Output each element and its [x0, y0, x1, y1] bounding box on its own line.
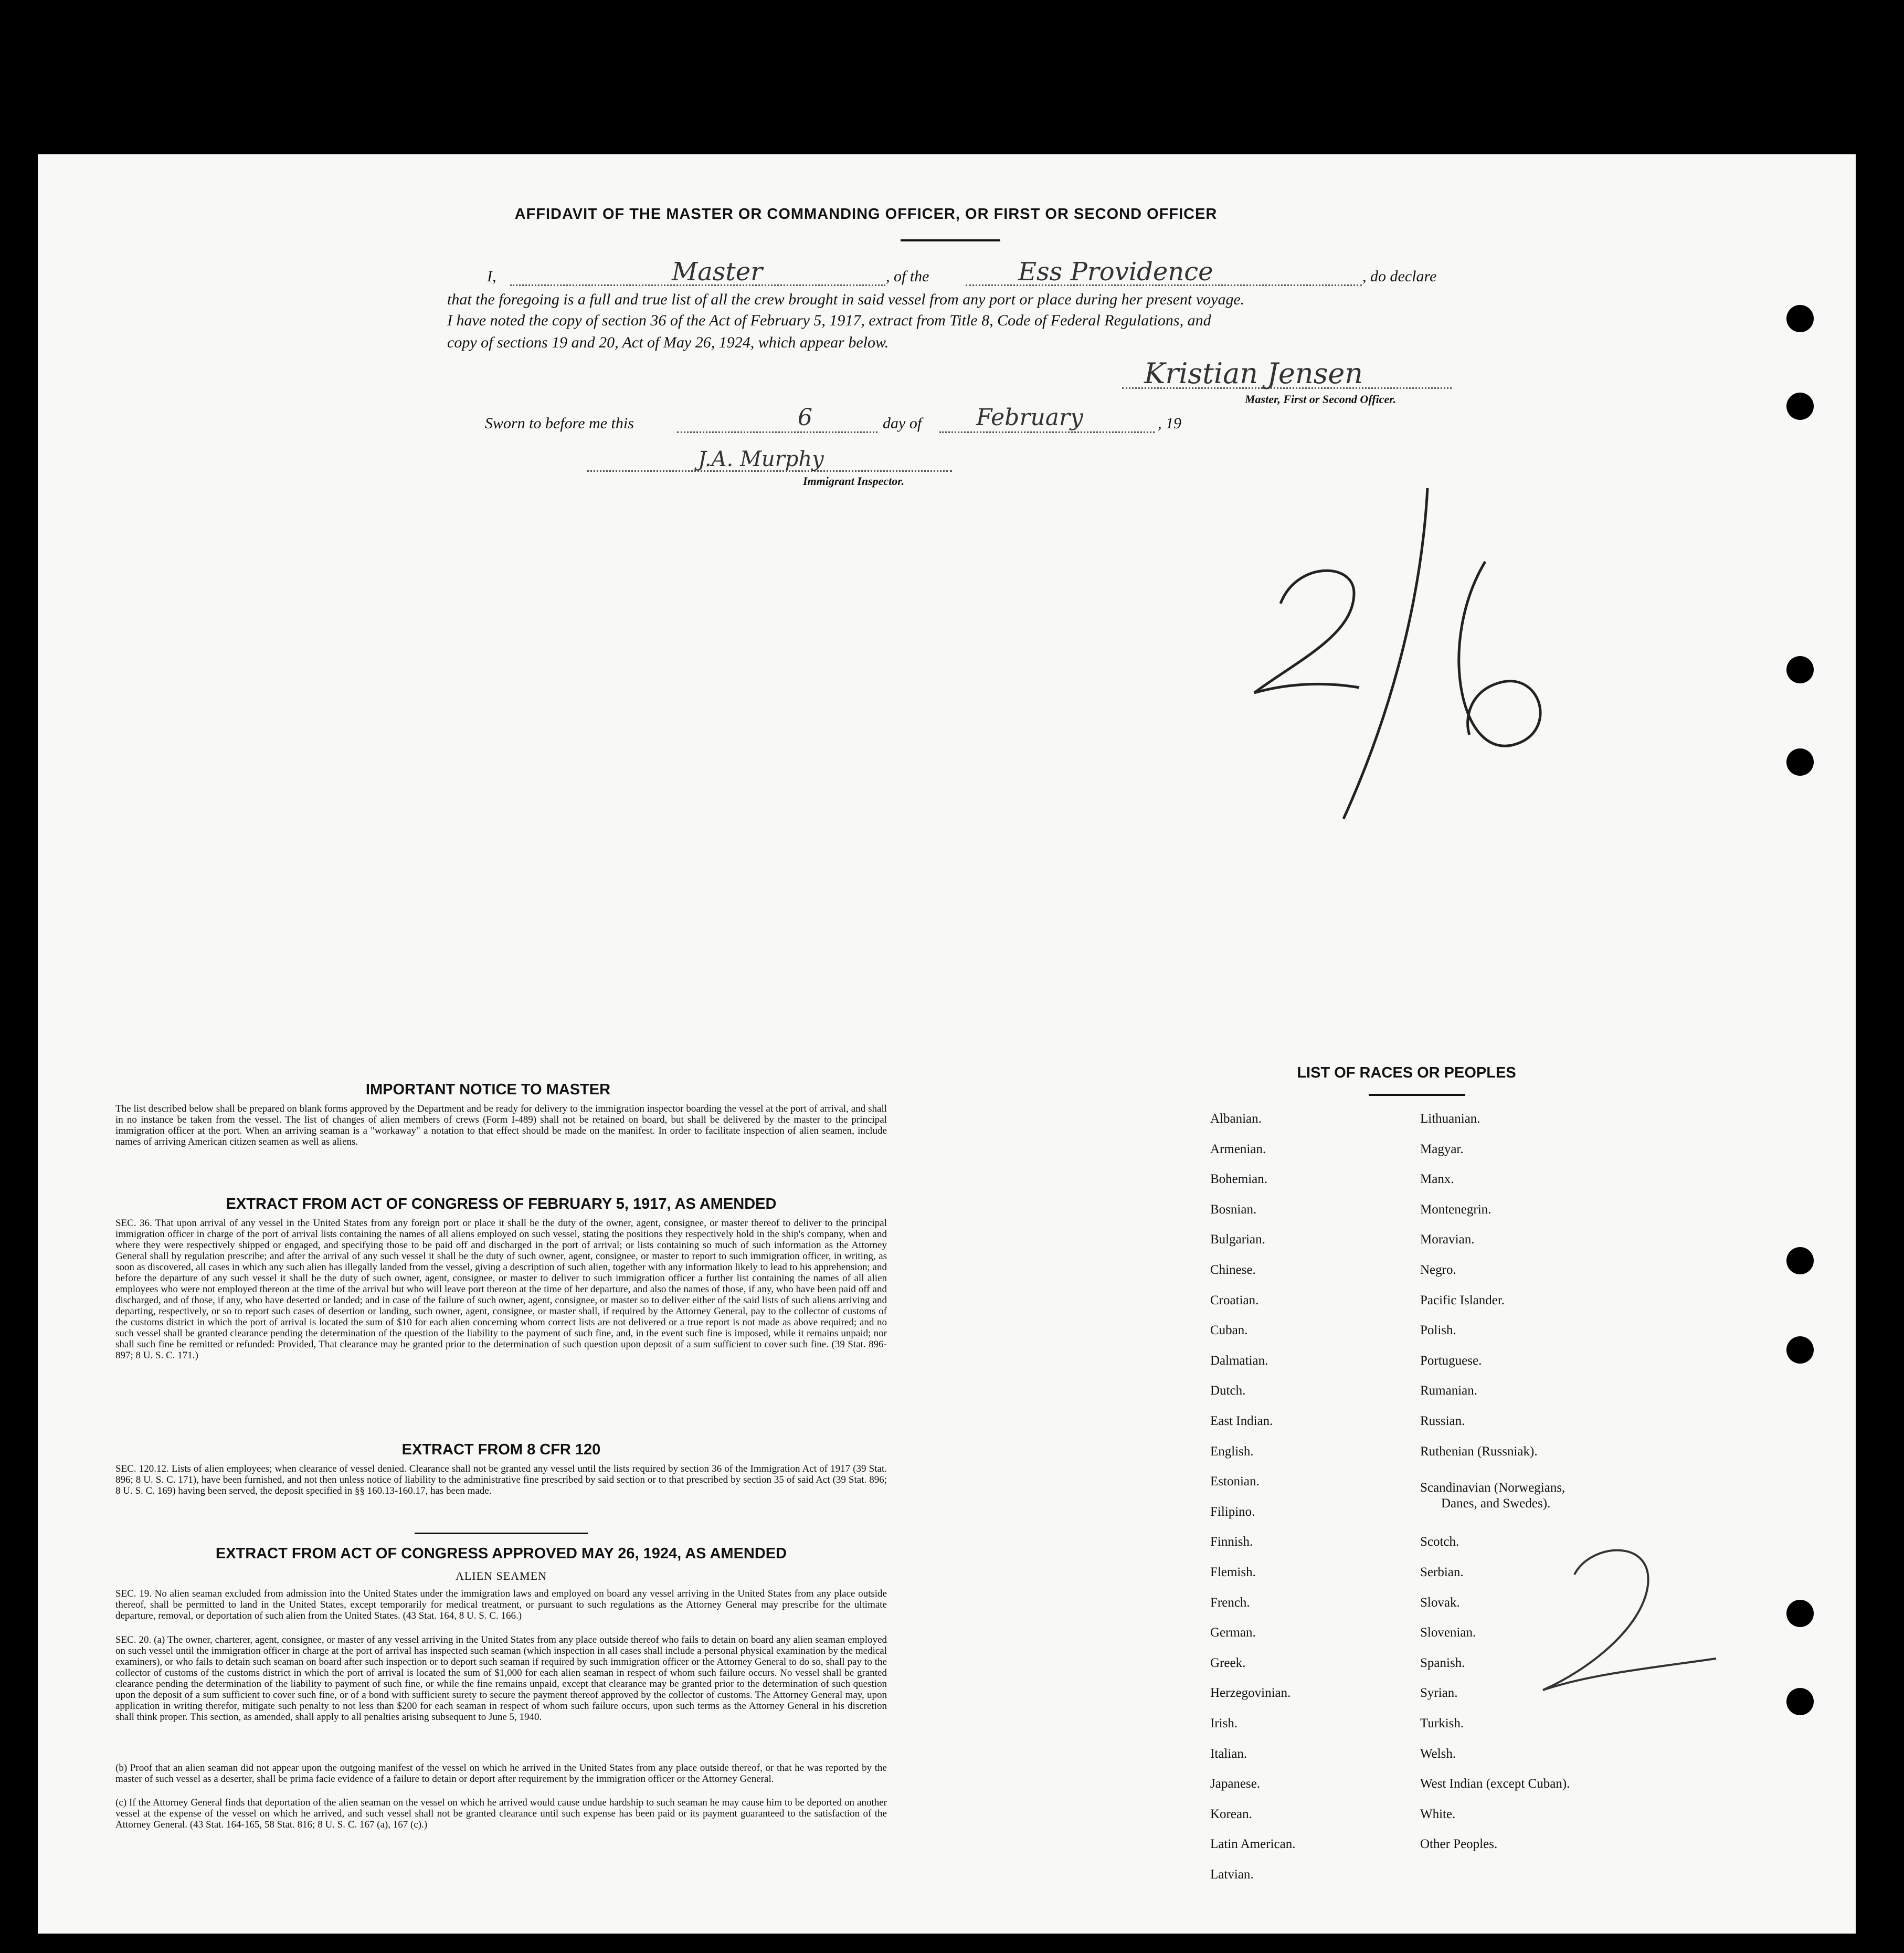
race-item: Latvian. — [1210, 1867, 1254, 1882]
affidavit-i: I, — [487, 268, 496, 285]
handwritten-numeral-text — [1574, 1627, 1575, 1628]
race-item: Armenian. — [1210, 1142, 1266, 1156]
affidavit-of-the: , of the — [886, 268, 929, 285]
extract-1924-sec20b: (b) Proof that an alien seaman did not appear upon the outgoing manifest of the vessel on which he arrived in the United States from any place outside thereof, or that he was reported by the master of such vessel as a deserter, shall be prima facie evidence of a failure to detain or deport after requirement by the immigration officer or the Attorney General. — [115, 1762, 887, 1785]
extract-1917-body: SEC. 36. That upon arrival of any vessel in the United States from any foreign port or place it shall be the duty of the owner, agent, consignee, or master thereof to deliver to the principal immigration officer in charge of the port of arrival lists containing the names of all aliens employed on such vessel, stating the positions they respectively hold in the ship's company, when and where they were respectively shipped or engaged, and specifying those to be paid off and discharged in the port of arrival; or lists containing so much of such information as the Attorney General shall by regulation prescribe; and after the arrival of any such vessel it shall be the duty of such owner, agent, consignee, or master to report to such immigration officer, in writing, as soon as discovered, all cases in which any such alien has illegally landed from the vessel, giving a description of such alien, together with any information likely to lead to his apprehension; and before the departure of any such vessel it shall be the duty of such owner, agent, consignee, or master to deliver to such immigration officer a further list containing the names of all alien employees who were not employed thereon at the time of the arrival but who will leave port thereon at the time of her departure, and also the names of those, if any, who have been paid off and discharged, and of those, if any, who have deserted or landed; and in case of the failure of such owner, agent, consignee, or master so to deliver either of the said lists of such aliens arriving and departing, respectively, or so to report such cases of desertion or landing, such owner, agent, consignee, or master shall, if required by the Attorney General, pay to the collector of customs of the customs district in which the port of arrival is located the sum of $10 for each alien concerning whom correct lists are not delivered or a true report is not made as above required; and no such vessel shall be granted clearance pending the determination of the question of the liability to the payment of such fine, and, in the event such fine is imposed, while it remains unpaid; nor shall such fine be remitted or refunded: Provided, That clearance may be granted prior to the determination of such question upon deposit of a sum sufficient to cover such fine. (39 Stat. 896-897; 8 U. S. C. 171.) — [115, 1218, 887, 1361]
sworn-year: , 19 — [1158, 415, 1181, 432]
notice-title: IMPORTANT NOTICE TO MASTER — [365, 1081, 611, 1098]
extract-8cfr-title: EXTRACT FROM 8 CFR 120 — [401, 1441, 601, 1458]
extract-1924-sec20a: SEC. 20. (a) The owner, charterer, agent, consignee, or master of any vessel arriving in the United States from any place outside thereof who fails to detain on board any alien seaman employed on such vessel until the immigration officer in charge at the port of arrival has inspected such seaman (which inspection in all cases shall include a personal physical examination by the medical examiners), or who fails to detain such seaman on board after such inspection or to deport such seaman if required by such immigration officer or the Attorney General to do so, shall pay to the collector of customs of the customs district in which the port of arrival is located the sum of $1,000 for each alien seaman in respect of whom such failure occurs. No vessel shall be granted clearance pending the determination of the liability to payment of such fine, or while the fine remains unpaid, except that clearance may be granted prior to the determination of such question upon the deposit of a sum sufficient to cover such fine, or of a bond with sufficient surety to secure the payment thereof approved by the collector of customs. The Attorney General may, upon application in writing therefor, mitigate such penalty to not less than $200 for each seaman in respect of whom such failure occurs, upon such terms as the Attorney General in his discretion shall think proper. This section, as amended, shall apply to all penalties arising subsequent to June 5, 1940. — [115, 1634, 887, 1723]
punch-hole-7 — [1786, 1600, 1814, 1627]
races-title: LIST OF RACES OR PEOPLES — [1297, 1064, 1516, 1081]
sworn-month-handwritten: February — [976, 404, 1083, 431]
handwritten-fraction-2-6 — [1239, 483, 1574, 850]
race-item: White. — [1420, 1807, 1456, 1821]
race-item: Russian. — [1420, 1414, 1465, 1428]
race-item: Scotch. — [1420, 1535, 1459, 1549]
affidavit-do-declare: , do declare — [1362, 268, 1437, 285]
race-item: Magyar. — [1420, 1142, 1464, 1156]
race-item: Ruthenian (Russniak). — [1420, 1444, 1538, 1459]
punch-hole-6 — [1786, 1336, 1814, 1364]
race-item: English. — [1210, 1444, 1254, 1459]
punch-hole-1 — [1786, 305, 1814, 332]
sworn-day-handwritten: 6 — [798, 404, 812, 431]
race-item: Negro. — [1420, 1263, 1456, 1277]
race-item: Irish. — [1210, 1716, 1238, 1730]
race-item: Finnish. — [1210, 1535, 1253, 1549]
vessel-name-handwritten: Ess Providence — [1018, 257, 1213, 287]
race-item: German. — [1210, 1625, 1256, 1640]
race-item-scandinavian-1: Scandinavian (Norwegians, — [1420, 1481, 1565, 1495]
extract-1924-sec20c: (c) If the Attorney General finds that deportation of the alien seaman on the vessel on which he arrived would cause undue hardship to such seaman he may cause him to be deported on another vessel at the expense of the vessel on which he arrived, and such vessel shall not be granted clearance until such expense has been paid or its payment guaranteed to the satisfaction of the Attorney General. (43 Stat. 164-165, 58 Stat. 816; 8 U. S. C. 167 (a), 167 (c).) — [115, 1797, 887, 1830]
punch-hole-2 — [1786, 393, 1814, 420]
race-item: East Indian. — [1210, 1414, 1273, 1428]
handwritten-numeral-2 — [1511, 1533, 1721, 1701]
race-item: Rumanian. — [1420, 1384, 1478, 1398]
race-item: Albanian. — [1210, 1112, 1262, 1126]
affidavit-line-3: I have noted the copy of section 36 of the Act of February 5, 1917, extract from Title 8, Code of Federal Regulations, and — [447, 312, 1211, 329]
race-item: Greek. — [1210, 1655, 1246, 1670]
race-item: Estonian. — [1210, 1474, 1260, 1489]
affidavit-title-rule — [901, 239, 1000, 241]
race-item: Other Peoples. — [1420, 1837, 1498, 1852]
race-item: Slovenian. — [1420, 1625, 1476, 1640]
race-item: French. — [1210, 1595, 1250, 1610]
race-item: Dutch. — [1210, 1384, 1246, 1398]
race-item: West Indian (except Cuban). — [1420, 1777, 1570, 1791]
extract-1924-sec19: SEC. 19. No alien seaman excluded from admission into the United States under the immigration laws and employed on board any vessel arriving in the United States from any place outside thereof, shall be permitted to land in the United States, except temporarily for medical treatment, or pursuant to such regulations as the Attorney General may prescribe for the ultimate departure, removal, or deportation of such alien from the United States. (43 Stat. 164, 8 U. S. C. 166.) — [115, 1588, 887, 1621]
races-title-rule — [1369, 1094, 1465, 1096]
race-item: Syrian. — [1420, 1686, 1458, 1701]
race-item: Slovak. — [1420, 1595, 1460, 1610]
punch-hole-5 — [1786, 1247, 1814, 1274]
race-item: Pacific Islander. — [1420, 1293, 1505, 1307]
master-signature-caption: Master, First or Second Officer. — [1245, 393, 1397, 406]
affidavit-title: AFFIDAVIT OF THE MASTER OR COMMANDING OFFICER, OR FIRST OR SECOND OFFICER — [514, 206, 1218, 223]
affidavit-line-4: copy of sections 19 and 20, Act of May 26, 1924, which appear below. — [447, 334, 889, 351]
race-item: Croatian. — [1210, 1293, 1259, 1307]
race-item: Latin American. — [1210, 1837, 1296, 1852]
master-signature: Kristian Jensen — [1144, 357, 1363, 390]
extract-1924-title: EXTRACT FROM ACT OF CONGRESS APPROVED MAY 26, 1924, AS AMENDED — [215, 1545, 787, 1562]
sworn-text: Sworn to before me this — [485, 415, 634, 432]
punch-hole-3 — [1786, 656, 1814, 683]
race-item: Portuguese. — [1420, 1353, 1482, 1368]
race-item: Bulgarian. — [1210, 1232, 1265, 1247]
race-item: Bohemian. — [1210, 1172, 1268, 1187]
race-item: Moravian. — [1420, 1232, 1475, 1247]
extract-8cfr-body: SEC. 120.12. Lists of alien employees; when clearance of vessel denied. Clearance shall not be granted any vessel until the lists required by section 36 of the Immigration Act of 1917 (39 Stat. 896; 8 U. S. C. 171), have been furnished, and not then unless notice of liability to the administrative fine prescribed by said section or to that prescribed by section 35 of said Act (39 Stat. 896; 8 U. S. C. 169) having been served, the deposit specified in §§ 160.13-160.17, has been made. — [115, 1463, 887, 1496]
inspector-signature: J.A. Murphy — [698, 447, 824, 471]
race-item: Polish. — [1420, 1323, 1456, 1338]
race-item: Serbian. — [1420, 1565, 1464, 1579]
race-item: Chinese. — [1210, 1263, 1256, 1277]
race-item: Filipino. — [1210, 1504, 1255, 1519]
race-item: Montenegrin. — [1420, 1202, 1492, 1217]
race-item-scandinavian-2: Danes, and Swedes). — [1441, 1496, 1551, 1511]
notice-body: The list described below shall be prepared on blank forms approved by the Department and be ready for delivery to the immigration inspector boarding the vessel at the port of arrival, and shall in no instance be taken from the vessel. The list of changes of alien members of crews (Form I-489) shall not be retained on board, but shall be delivered by the master to the principal immigration officer at the port. When an arriving seaman is a "workaway" a notation to that effect should be made on the manifest. In order to facilitate inspection of alien seamen, include names of arriving American citizen seamen as well as aliens. — [115, 1103, 887, 1147]
race-item: Lithuanian. — [1420, 1112, 1480, 1126]
master-name-handwritten: Master — [672, 257, 763, 287]
race-item: Manx. — [1420, 1172, 1454, 1187]
race-item: Japanese. — [1210, 1777, 1261, 1791]
race-item: Welsh. — [1420, 1746, 1456, 1761]
sworn-day-line — [677, 431, 877, 433]
inspector-caption: Immigrant Inspector. — [803, 474, 905, 488]
race-item: Korean. — [1210, 1807, 1252, 1821]
race-item: Herzegovinian. — [1210, 1686, 1291, 1701]
race-item: Flemish. — [1210, 1565, 1256, 1579]
race-item: Cuban. — [1210, 1323, 1248, 1338]
race-item: Turkish. — [1420, 1716, 1464, 1730]
sworn-day-of: day of — [883, 415, 922, 432]
race-item: Italian. — [1210, 1746, 1247, 1761]
extract-1924-subtitle: ALIEN SEAMEN — [456, 1569, 547, 1582]
punch-hole-8 — [1786, 1688, 1814, 1715]
race-item: Bosnian. — [1210, 1202, 1257, 1217]
extract-8cfr-rule — [415, 1533, 588, 1534]
punch-hole-4 — [1786, 748, 1814, 776]
extract-1917-title: EXTRACT FROM ACT OF CONGRESS OF FEBRUARY 5, 1917, AS AMENDED — [226, 1196, 777, 1212]
race-item: Dalmatian. — [1210, 1353, 1268, 1368]
sworn-month-line — [939, 431, 1155, 433]
race-item: Spanish. — [1420, 1655, 1465, 1670]
affidavit-line-2: that the foregoing is a full and true list of all the crew brought in said vessel from any port or place during her present voyage. — [447, 291, 1245, 308]
